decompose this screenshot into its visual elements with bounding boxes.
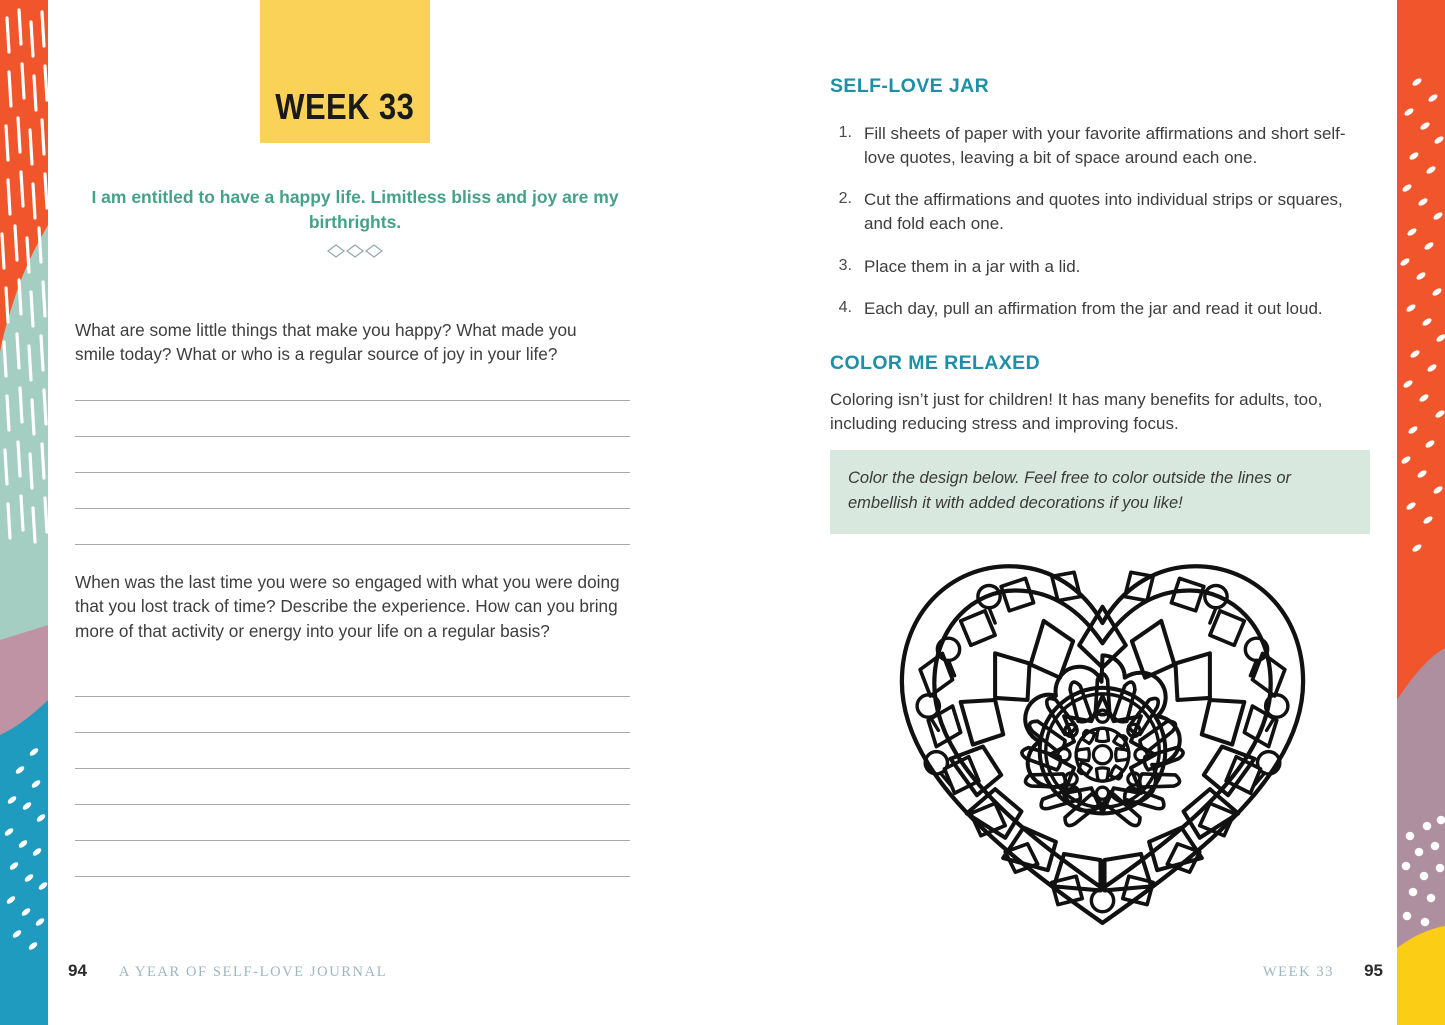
left-decorative-border (0, 0, 48, 1025)
list-item (830, 188, 1370, 236)
week-badge (260, 0, 430, 143)
writing-line[interactable] (75, 436, 630, 437)
three-diamonds-ornament-icon (75, 243, 635, 259)
writing-line[interactable] (75, 768, 630, 769)
left-page-footer (68, 961, 387, 981)
writing-lines-block-2[interactable] (75, 696, 630, 877)
writing-line[interactable] (75, 732, 630, 733)
color-me-relaxed-paragraph: Coloring isn’t just for children! It has many benefits for adults, too, including reducing stress and improving focus. (830, 390, 1323, 434)
right-page-footer (1263, 961, 1383, 981)
left-page (60, 0, 760, 1025)
self-love-jar-steps (830, 122, 1370, 339)
section-heading-self-love-jar: SELF-LOVE JAR (830, 75, 990, 97)
writing-line[interactable] (75, 876, 630, 877)
affirmation-text: I am entitled to have a happy life. Limitless bliss and joy are my birthrights. (91, 187, 619, 233)
instruction-callout-text: Color the design below. Feel free to color outside the lines or embellish it with added decorations if you like! (848, 469, 1292, 512)
right-page-number: 95 (1364, 961, 1383, 980)
writing-line[interactable] (75, 840, 630, 841)
writing-line[interactable] (75, 544, 630, 545)
journal-prompt-2: When was the last time you were so engaged with what you were doing that you lost track of time? Describe the experience. How can you bring more of that activity or energy into your life on a regular basis? (75, 572, 620, 641)
list-item-number: 1. (838, 124, 852, 141)
list-item-text: Place them in a jar with a lid. (864, 256, 1081, 276)
heart-mandala-coloring-illustration (885, 548, 1320, 933)
left-page-number: 94 (68, 961, 87, 980)
list-item-number: 3. (838, 256, 852, 274)
writing-line[interactable] (75, 508, 630, 509)
list-item-number: 2. (838, 190, 852, 208)
list-item (830, 122, 1370, 170)
list-item-text: Cut the affirmations and quotes into individual strips or squares, and fold each one. (864, 190, 1343, 234)
instruction-callout-box (830, 450, 1370, 534)
list-item (830, 255, 1370, 279)
writing-line[interactable] (75, 696, 630, 697)
writing-lines-block-1[interactable] (75, 400, 630, 545)
section-heading-color-me-relaxed: COLOR ME RELAXED (830, 352, 1041, 374)
right-decorative-border (1397, 0, 1445, 1025)
right-page (760, 0, 1385, 1025)
list-item (830, 297, 1370, 321)
right-running-head: WEEK 33 (1262, 964, 1335, 980)
list-item-text: Each day, pull an affirmation from the jar and read it out loud. (864, 298, 1323, 318)
left-running-head: A YEAR OF SELF-LOVE JOURNAL (118, 964, 388, 980)
list-item-number: 4. (838, 298, 852, 316)
journal-prompt-1: What are some little things that make you happy? What made you smile today? What or who is a regular source of joy in your life? (75, 320, 577, 365)
left-page-gutter (48, 0, 60, 1025)
writing-line[interactable] (75, 804, 630, 805)
writing-line[interactable] (75, 472, 630, 473)
week-badge-label: WEEK 33 (275, 86, 415, 127)
list-item-text: Fill sheets of paper with your favorite affirmations and short self-love quotes, leaving a bit of space around each one. (864, 124, 1346, 168)
writing-line[interactable] (75, 400, 630, 401)
right-page-gutter (1385, 0, 1397, 1025)
